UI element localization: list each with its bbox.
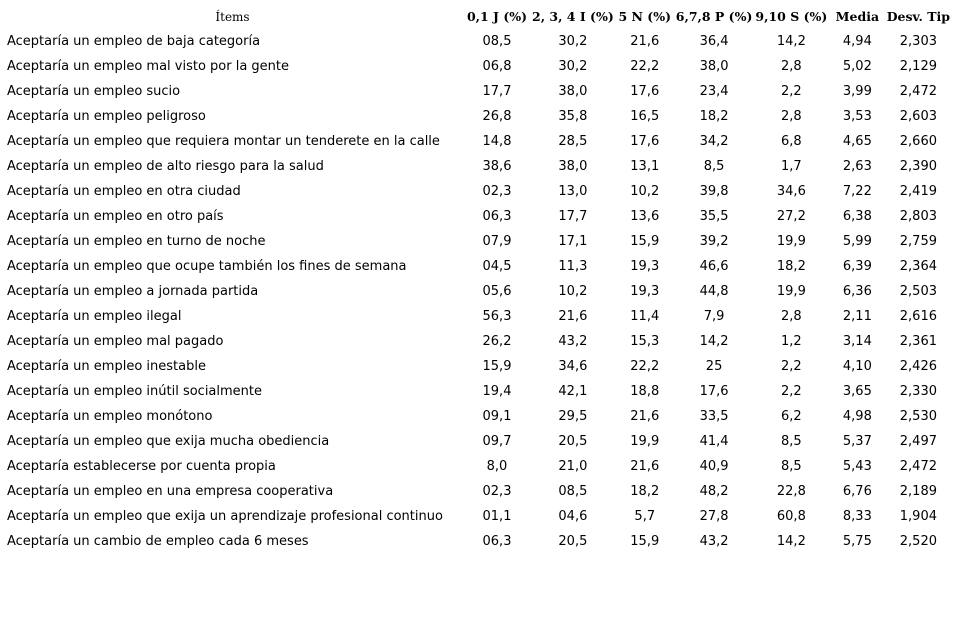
item-label: Aceptaría un empleo en otra ciudad bbox=[7, 184, 241, 199]
cell-n: 15,3 bbox=[630, 334, 660, 349]
cell-j: 05,6 bbox=[482, 284, 512, 299]
cell-s: 60,8 bbox=[776, 509, 806, 524]
column-header-i: 2, 3, 4 I (%) bbox=[532, 9, 614, 24]
cell-i: 35,8 bbox=[558, 109, 588, 124]
cell-n: 5,7 bbox=[634, 509, 656, 524]
item-label: Aceptaría un empleo inútil socialmente bbox=[7, 384, 263, 399]
cell-desv-tip: 2,330 bbox=[899, 384, 937, 399]
cell-s: 2,8 bbox=[781, 59, 802, 74]
cell-i: 08,5 bbox=[558, 484, 588, 499]
cell-n: 15,9 bbox=[630, 534, 660, 549]
cell-s: 6,2 bbox=[781, 409, 802, 424]
cell-desv-tip: 2,472 bbox=[899, 84, 937, 99]
cell-desv-tip: 2,616 bbox=[899, 309, 937, 324]
cell-desv-tip: 2,603 bbox=[899, 109, 937, 124]
table-row bbox=[3, 454, 952, 479]
cell-i: 10,2 bbox=[558, 284, 588, 299]
cell-media: 4,10 bbox=[842, 359, 872, 374]
cell-j: 01,1 bbox=[482, 509, 512, 524]
cell-media: 5,02 bbox=[842, 59, 872, 74]
cell-s: 27,2 bbox=[776, 209, 806, 224]
cell-i: 43,2 bbox=[558, 334, 588, 349]
results-table bbox=[3, 4, 952, 554]
cell-n: 21,6 bbox=[630, 409, 660, 424]
item-label: Aceptaría un empleo de baja categoría bbox=[7, 34, 261, 49]
cell-desv-tip: 2,759 bbox=[899, 234, 937, 249]
cell-media: 8,33 bbox=[842, 509, 872, 524]
item-label: Aceptaría un empleo mal pagado bbox=[7, 334, 224, 349]
cell-j: 06,3 bbox=[482, 209, 512, 224]
cell-n: 13,6 bbox=[630, 209, 660, 224]
cell-desv-tip: 2,660 bbox=[899, 134, 937, 149]
cell-n: 19,3 bbox=[630, 259, 660, 274]
cell-n: 19,3 bbox=[630, 284, 660, 299]
cell-p: 40,9 bbox=[699, 459, 729, 474]
cell-p: 44,8 bbox=[699, 284, 729, 299]
cell-n: 21,6 bbox=[630, 459, 660, 474]
cell-media: 4,98 bbox=[842, 409, 872, 424]
cell-p: 17,6 bbox=[699, 384, 729, 399]
cell-n: 17,6 bbox=[630, 134, 660, 149]
cell-j: 08,5 bbox=[482, 34, 512, 49]
item-label: Aceptaría un empleo que requiera montar un tenderete en la calle bbox=[7, 134, 440, 149]
cell-j: 06,8 bbox=[482, 59, 512, 74]
cell-j: 19,4 bbox=[482, 384, 512, 399]
cell-media: 5,43 bbox=[842, 459, 872, 474]
item-label: Aceptaría un empleo que ocupe también los fines de semana bbox=[7, 259, 407, 274]
cell-i: 21,0 bbox=[558, 459, 588, 474]
cell-desv-tip: 2,497 bbox=[899, 434, 937, 449]
cell-n: 19,9 bbox=[630, 434, 660, 449]
item-label: Aceptaría un empleo mal visto por la gente bbox=[7, 59, 290, 74]
table-row bbox=[3, 179, 952, 204]
cell-media: 5,75 bbox=[842, 534, 872, 549]
table-row bbox=[3, 79, 952, 104]
cell-i: 17,7 bbox=[558, 209, 588, 224]
cell-n: 22,2 bbox=[630, 359, 660, 374]
cell-desv-tip: 2,364 bbox=[899, 259, 937, 274]
cell-i: 20,5 bbox=[558, 534, 588, 549]
cell-s: 8,5 bbox=[781, 459, 802, 474]
cell-n: 13,1 bbox=[630, 159, 660, 174]
cell-i: 34,6 bbox=[558, 359, 588, 374]
cell-s: 34,6 bbox=[776, 184, 806, 199]
cell-desv-tip: 2,361 bbox=[899, 334, 937, 349]
cell-p: 41,4 bbox=[699, 434, 729, 449]
cell-desv-tip: 2,503 bbox=[899, 284, 937, 299]
column-header-items: Ítems bbox=[215, 9, 250, 24]
cell-n: 17,6 bbox=[630, 84, 660, 99]
cell-s: 14,2 bbox=[776, 534, 806, 549]
column-header-desv-tip: Desv. Tip bbox=[886, 9, 951, 24]
cell-media: 6,39 bbox=[842, 259, 872, 274]
cell-media: 5,37 bbox=[842, 434, 872, 449]
table-row bbox=[3, 529, 952, 554]
cell-i: 13,0 bbox=[558, 184, 588, 199]
cell-media: 3,14 bbox=[842, 334, 872, 349]
table-row bbox=[3, 479, 952, 504]
cell-p: 39,8 bbox=[699, 184, 729, 199]
cell-n: 22,2 bbox=[630, 59, 660, 74]
item-label: Aceptaría un empleo en turno de noche bbox=[7, 234, 266, 249]
cell-j: 17,7 bbox=[482, 84, 512, 99]
cell-s: 18,2 bbox=[776, 259, 806, 274]
cell-s: 8,5 bbox=[781, 434, 802, 449]
cell-media: 4,94 bbox=[842, 34, 872, 49]
cell-s: 19,9 bbox=[776, 284, 806, 299]
cell-i: 29,5 bbox=[558, 409, 588, 424]
cell-i: 17,1 bbox=[558, 234, 588, 249]
column-header-j: 0,1 J (%) bbox=[466, 9, 528, 24]
table-row bbox=[3, 329, 952, 354]
cell-j: 04,5 bbox=[482, 259, 512, 274]
cell-desv-tip: 2,303 bbox=[899, 34, 937, 49]
cell-j: 26,2 bbox=[482, 334, 512, 349]
table-row bbox=[3, 279, 952, 304]
cell-i: 04,6 bbox=[558, 509, 588, 524]
cell-desv-tip: 2,472 bbox=[899, 459, 937, 474]
item-label: Aceptaría un empleo peligroso bbox=[7, 109, 206, 124]
cell-s: 6,8 bbox=[781, 134, 802, 149]
cell-media: 6,76 bbox=[842, 484, 872, 499]
table-row bbox=[3, 154, 952, 179]
cell-j: 8,0 bbox=[486, 459, 508, 474]
item-label: Aceptaría un empleo inestable bbox=[7, 359, 206, 374]
table-row bbox=[3, 129, 952, 154]
column-header-media: Media bbox=[835, 9, 880, 24]
cell-p: 33,5 bbox=[699, 409, 729, 424]
item-label: Aceptaría un cambio de empleo cada 6 meses bbox=[7, 534, 309, 549]
cell-n: 21,6 bbox=[630, 34, 660, 49]
item-label: Aceptaría un empleo monótono bbox=[7, 409, 213, 424]
cell-j: 09,7 bbox=[482, 434, 512, 449]
cell-p: 23,4 bbox=[699, 84, 729, 99]
cell-i: 38,0 bbox=[558, 159, 588, 174]
table-row bbox=[3, 354, 952, 379]
cell-p: 27,8 bbox=[699, 509, 729, 524]
cell-n: 10,2 bbox=[630, 184, 660, 199]
cell-desv-tip: 2,530 bbox=[899, 409, 937, 424]
cell-i: 11,3 bbox=[558, 259, 588, 274]
header-row bbox=[3, 4, 952, 29]
cell-media: 6,36 bbox=[842, 284, 872, 299]
item-label: Aceptaría un empleo en una empresa cooperativa bbox=[7, 484, 334, 499]
item-label: Aceptaría un empleo que exija un aprendizaje profesional continuo bbox=[7, 509, 443, 524]
cell-media: 3,99 bbox=[842, 84, 872, 99]
cell-s: 22,8 bbox=[776, 484, 806, 499]
cell-j: 02,3 bbox=[482, 184, 512, 199]
cell-p: 48,2 bbox=[699, 484, 729, 499]
item-label: Aceptaría un empleo de alto riesgo para la salud bbox=[7, 159, 324, 174]
cell-n: 16,5 bbox=[630, 109, 660, 124]
cell-p: 34,2 bbox=[699, 134, 729, 149]
table-row bbox=[3, 29, 952, 54]
cell-desv-tip: 2,390 bbox=[899, 159, 937, 174]
cell-desv-tip: 2,129 bbox=[899, 59, 937, 74]
cell-s: 1,7 bbox=[781, 159, 802, 174]
cell-p: 18,2 bbox=[699, 109, 729, 124]
cell-s: 19,9 bbox=[776, 234, 806, 249]
cell-j: 07,9 bbox=[482, 234, 512, 249]
cell-i: 20,5 bbox=[558, 434, 588, 449]
cell-media: 7,22 bbox=[842, 184, 872, 199]
cell-media: 2,63 bbox=[842, 159, 872, 174]
cell-p: 46,6 bbox=[699, 259, 729, 274]
cell-desv-tip: 2,189 bbox=[899, 484, 937, 499]
column-header-n: 5 N (%) bbox=[618, 9, 672, 24]
cell-i: 42,1 bbox=[558, 384, 588, 399]
cell-j: 56,3 bbox=[482, 309, 512, 324]
cell-s: 14,2 bbox=[776, 34, 806, 49]
cell-s: 2,2 bbox=[781, 384, 802, 399]
cell-i: 21,6 bbox=[558, 309, 588, 324]
cell-p: 14,2 bbox=[699, 334, 729, 349]
cell-j: 15,9 bbox=[482, 359, 512, 374]
table-row bbox=[3, 404, 952, 429]
table-row bbox=[3, 204, 952, 229]
cell-i: 38,0 bbox=[558, 84, 588, 99]
cell-p: 43,2 bbox=[699, 534, 729, 549]
cell-s: 1,2 bbox=[781, 334, 802, 349]
cell-p: 39,2 bbox=[699, 234, 729, 249]
cell-s: 2,2 bbox=[781, 359, 802, 374]
cell-p: 7,9 bbox=[703, 309, 725, 324]
cell-s: 2,8 bbox=[781, 309, 802, 324]
table-row bbox=[3, 229, 952, 254]
cell-i: 28,5 bbox=[558, 134, 588, 149]
cell-media: 2,11 bbox=[842, 309, 872, 324]
cell-j: 14,8 bbox=[482, 134, 512, 149]
cell-j: 38,6 bbox=[482, 159, 512, 174]
cell-n: 18,8 bbox=[630, 384, 660, 399]
cell-n: 18,2 bbox=[630, 484, 660, 499]
cell-i: 30,2 bbox=[558, 59, 588, 74]
table-row bbox=[3, 254, 952, 279]
item-label: Aceptaría un empleo sucio bbox=[7, 84, 181, 99]
item-label: Aceptaría un empleo que exija mucha obediencia bbox=[7, 434, 330, 449]
cell-j: 06,3 bbox=[482, 534, 512, 549]
cell-desv-tip: 2,419 bbox=[899, 184, 937, 199]
cell-p: 25 bbox=[705, 359, 723, 374]
cell-p: 36,4 bbox=[699, 34, 729, 49]
table-row bbox=[3, 429, 952, 454]
cell-desv-tip: 2,520 bbox=[899, 534, 937, 549]
cell-s: 2,8 bbox=[781, 109, 802, 124]
cell-desv-tip: 1,904 bbox=[899, 509, 937, 524]
cell-j: 26,8 bbox=[482, 109, 512, 124]
cell-media: 3,53 bbox=[842, 109, 872, 124]
item-label: Aceptaría un empleo ilegal bbox=[7, 309, 182, 324]
cell-desv-tip: 2,426 bbox=[899, 359, 937, 374]
table-row bbox=[3, 54, 952, 79]
table-row bbox=[3, 504, 952, 529]
cell-media: 5,99 bbox=[842, 234, 872, 249]
cell-i: 30,2 bbox=[558, 34, 588, 49]
item-label: Aceptaría un empleo en otro país bbox=[7, 209, 224, 224]
cell-desv-tip: 2,803 bbox=[899, 209, 937, 224]
cell-p: 38,0 bbox=[699, 59, 729, 74]
cell-media: 4,65 bbox=[842, 134, 872, 149]
cell-p: 8,5 bbox=[703, 159, 725, 174]
column-header-p: 6,7,8 P (%) bbox=[675, 9, 753, 24]
table-row bbox=[3, 379, 952, 404]
item-label: Aceptaría establecerse por cuenta propia bbox=[7, 459, 276, 474]
cell-p: 35,5 bbox=[699, 209, 729, 224]
table-row bbox=[3, 104, 952, 129]
column-header-s: 9,10 S (%) bbox=[755, 9, 828, 24]
cell-s: 2,2 bbox=[781, 84, 802, 99]
cell-n: 11,4 bbox=[630, 309, 660, 324]
cell-media: 6,38 bbox=[842, 209, 872, 224]
item-label: Aceptaría un empleo a jornada partida bbox=[7, 284, 259, 299]
cell-j: 09,1 bbox=[482, 409, 512, 424]
cell-media: 3,65 bbox=[842, 384, 872, 399]
table-row bbox=[3, 304, 952, 329]
cell-j: 02,3 bbox=[482, 484, 512, 499]
cell-n: 15,9 bbox=[630, 234, 660, 249]
